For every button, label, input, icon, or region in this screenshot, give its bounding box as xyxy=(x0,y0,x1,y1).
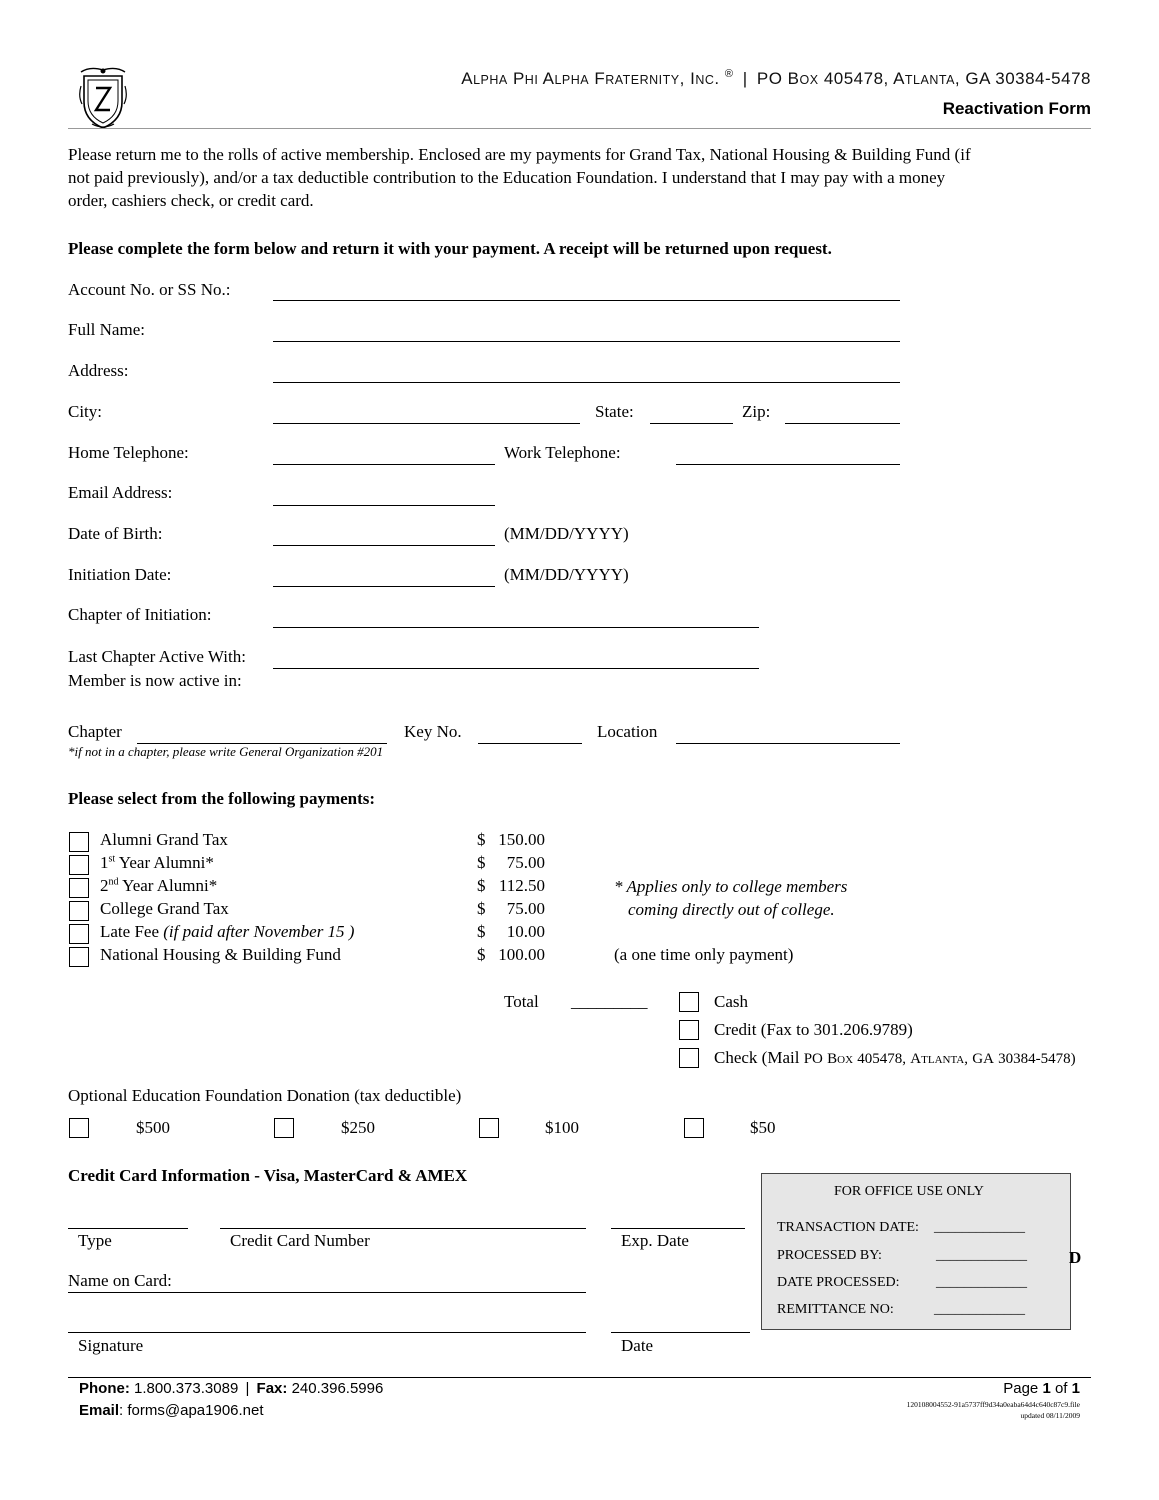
transaction-date-blank: _____________ xyxy=(934,1220,1025,1235)
chapter-note: *if not in a chapter, please write General Organization #201 xyxy=(68,744,384,759)
card-number-label: Credit Card Number xyxy=(230,1231,370,1250)
date-field[interactable] xyxy=(611,1332,750,1333)
ordinal: 2 xyxy=(100,876,109,895)
name-on-card-field[interactable] xyxy=(68,1292,586,1293)
donation-50-label: $50 xyxy=(750,1118,776,1137)
fax-number: 240.396.5996 xyxy=(291,1380,384,1397)
location-field[interactable] xyxy=(676,743,900,744)
payments-heading: Please select from the following payments: xyxy=(68,789,376,808)
payment-currency: $ xyxy=(477,876,486,895)
last-chapter-field[interactable] xyxy=(273,668,759,669)
dob-field[interactable] xyxy=(273,545,495,546)
account-field[interactable] xyxy=(273,300,900,301)
key-no-label: Key No. xyxy=(404,722,462,741)
initiation-date-field[interactable] xyxy=(273,586,495,587)
second-year-alumni-checkbox[interactable] xyxy=(69,878,89,898)
check-address: PO BOX 405478, ATLANTA, GA 30384-5478) xyxy=(803,1051,1076,1067)
payment-currency: $ xyxy=(477,922,486,941)
processed-by-label: PROCESSED BY: xyxy=(777,1248,882,1263)
late-fee-checkbox[interactable] xyxy=(69,924,89,944)
card-number-field[interactable] xyxy=(220,1228,586,1229)
page-number: 1 xyxy=(1042,1380,1051,1397)
college-note-1: * Applies only to college members xyxy=(614,877,848,896)
remittance-no-blank: _____________ xyxy=(934,1302,1025,1317)
office-use-box xyxy=(761,1173,1071,1330)
credit-checkbox[interactable] xyxy=(679,1020,699,1040)
processed-by-blank: _____________ xyxy=(936,1248,1027,1263)
donation-label: Optional Education Foundation Donation (tax deductible) xyxy=(68,1086,462,1105)
payment-amount: 112.50 xyxy=(498,876,545,895)
payment-label: National Housing & Building Fund xyxy=(100,945,341,964)
intro-line-2: not paid previously), and/or a tax deductible contribution to the Education Foundation. I understand that I may pay with a money xyxy=(68,168,946,187)
cash-label: Cash xyxy=(714,992,748,1011)
address-field[interactable] xyxy=(273,382,900,383)
page-indicator xyxy=(1003,1380,1080,1397)
org-address: PO BOX 405478, ATLANTA, GA 30384-5478 xyxy=(756,68,1091,88)
email-field[interactable] xyxy=(273,505,495,506)
page-of: of xyxy=(1054,1380,1068,1397)
chapter-label: Chapter xyxy=(68,722,122,741)
card-type-label: Type xyxy=(78,1231,112,1250)
org-name: ALPHA PHI ALPHA FRATERNITY, INC. xyxy=(461,68,720,88)
home-phone-field[interactable] xyxy=(273,464,495,465)
footer-rule xyxy=(68,1377,1091,1378)
total-field[interactable]: _________ xyxy=(571,992,648,1011)
payment-label-text: Year Alumni* xyxy=(122,876,218,895)
payment-currency: $ xyxy=(477,853,486,872)
full-name-label: Full Name: xyxy=(68,320,145,339)
header-rule xyxy=(68,128,1091,129)
donation-500-label: $500 xyxy=(136,1118,170,1137)
chapter-initiation-label: Chapter of Initiation: xyxy=(68,605,212,624)
page-prefix: Page xyxy=(1003,1380,1039,1397)
updated-date: updated 08/11/2009 xyxy=(1020,1411,1080,1420)
housing-fund-checkbox[interactable] xyxy=(69,947,89,967)
page-total: 1 xyxy=(1071,1380,1080,1397)
key-no-field[interactable] xyxy=(478,743,582,744)
payment-currency: $ xyxy=(477,899,486,918)
dob-format: (MM/DD/YYYY) xyxy=(504,524,629,543)
payment-label xyxy=(100,853,214,873)
work-phone-label: Work Telephone: xyxy=(504,443,621,462)
total-label: Total xyxy=(504,992,539,1011)
donation-250-label: $250 xyxy=(341,1118,375,1137)
ordinal: 1 xyxy=(100,853,109,872)
credit-card-heading: Credit Card Information - Visa, MasterCard & AMEX xyxy=(68,1166,468,1185)
account-label: Account No. or SS No.: xyxy=(68,280,231,299)
alumni-grand-tax-checkbox[interactable] xyxy=(69,832,89,852)
credit-label: Credit (Fax to 301.206.9789) xyxy=(714,1020,913,1039)
date-processed-blank: _____________ xyxy=(936,1275,1027,1290)
college-note-2: coming directly out of college. xyxy=(628,900,835,919)
card-exp-label: Exp. Date xyxy=(621,1231,689,1250)
footer-contact-line xyxy=(79,1380,383,1397)
city-field[interactable] xyxy=(273,423,580,424)
email-colon: : xyxy=(119,1402,128,1419)
payment-amount: 100.00 xyxy=(498,945,545,964)
footer-separator: | xyxy=(245,1380,250,1397)
file-id: 120108004552-91a5737ff9d34a0eaba64d4c640c87c9.file xyxy=(906,1400,1080,1409)
initiation-format: (MM/DD/YYYY) xyxy=(504,565,629,584)
payment-amount: 150.00 xyxy=(498,830,545,849)
payment-currency: $ xyxy=(477,945,486,964)
payment-label: Alumni Grand Tax xyxy=(100,830,228,849)
transaction-date-label: TRANSACTION DATE: xyxy=(777,1220,919,1235)
state-label: State: xyxy=(595,402,634,421)
office-title: FOR OFFICE USE ONLY xyxy=(834,1184,984,1199)
payment-amount: 75.00 xyxy=(506,853,545,872)
payment-label xyxy=(100,876,217,896)
form-title: Reactivation Form xyxy=(942,99,1091,118)
clipped-glyph: D xyxy=(1069,1248,1082,1267)
college-grand-tax-checkbox[interactable] xyxy=(69,901,89,921)
crest-logo xyxy=(78,66,128,130)
location-label: Location xyxy=(597,722,658,741)
email-label: Email xyxy=(79,1402,120,1419)
footer-email-line xyxy=(79,1402,264,1419)
full-name-field[interactable] xyxy=(273,341,900,342)
payment-amount: 10.00 xyxy=(506,922,545,941)
intro-line-3: order, cashiers check, or credit card. xyxy=(68,191,314,210)
payment-label-text: Late Fee xyxy=(100,922,159,941)
email-label: Email Address: xyxy=(68,483,173,502)
home-phone-label: Home Telephone: xyxy=(68,443,189,462)
check-prefix: Check (Mail xyxy=(714,1048,800,1067)
city-label: City: xyxy=(68,402,103,421)
ordinal-suffix: st xyxy=(108,853,116,865)
active-in-label: Member is now active in: xyxy=(68,671,242,690)
org-header-line xyxy=(461,68,1091,89)
chapter-initiation-field[interactable] xyxy=(273,627,759,628)
cash-checkbox[interactable] xyxy=(679,992,699,1012)
first-year-alumni-checkbox[interactable] xyxy=(69,855,89,875)
payment-amount: 75.00 xyxy=(506,899,545,918)
email-address[interactable]: forms@apa1906.net xyxy=(127,1402,264,1419)
check-label xyxy=(714,1048,1076,1068)
card-exp-field[interactable] xyxy=(611,1228,745,1229)
registered-mark: ® xyxy=(724,68,734,80)
donation-50-checkbox[interactable] xyxy=(684,1118,704,1138)
phone-number: 1.800.373.3089 xyxy=(134,1380,239,1397)
zip-field[interactable] xyxy=(785,423,900,424)
donation-500-checkbox[interactable] xyxy=(69,1118,89,1138)
donation-250-checkbox[interactable] xyxy=(274,1118,294,1138)
ordinal-suffix: nd xyxy=(108,876,119,888)
date-processed-label: DATE PROCESSED: xyxy=(777,1275,900,1290)
dob-label: Date of Birth: xyxy=(68,524,163,543)
payment-label xyxy=(100,922,354,942)
signature-label: Signature xyxy=(78,1336,144,1355)
initiation-date-label: Initiation Date: xyxy=(68,565,172,584)
one-time-note: (a one time only payment) xyxy=(614,945,794,964)
donation-100-checkbox[interactable] xyxy=(479,1118,499,1138)
name-on-card-label: Name on Card: xyxy=(68,1271,172,1290)
remittance-no-label: REMITTANCE NO: xyxy=(777,1302,894,1317)
payment-currency: $ xyxy=(477,830,486,849)
instruction: Please complete the form below and return it with your payment. A receipt will be returned upon request. xyxy=(68,239,832,258)
signature-field[interactable] xyxy=(68,1332,586,1333)
donation-100-label: $100 xyxy=(545,1118,579,1137)
intro-line-1: Please return me to the rolls of active membership. Enclosed are my payments for Grand Tax, National Housing & Building Fund (if xyxy=(68,145,971,164)
card-type-field[interactable] xyxy=(68,1228,188,1229)
last-chapter-label: Last Chapter Active With: xyxy=(68,647,246,666)
fax-label: Fax: xyxy=(256,1380,288,1397)
header-separator: | xyxy=(742,68,748,88)
state-field[interactable] xyxy=(650,423,733,424)
work-phone-field[interactable] xyxy=(676,464,900,465)
phone-label: Phone: xyxy=(79,1380,130,1397)
payment-label: College Grand Tax xyxy=(100,899,229,918)
late-fee-note: (if paid after November 15 ) xyxy=(163,922,355,941)
zip-label: Zip: xyxy=(742,402,771,421)
check-checkbox[interactable] xyxy=(679,1048,699,1068)
payment-label-text: Year Alumni* xyxy=(118,853,214,872)
address-label: Address: xyxy=(68,361,129,380)
date-label: Date xyxy=(621,1336,654,1355)
